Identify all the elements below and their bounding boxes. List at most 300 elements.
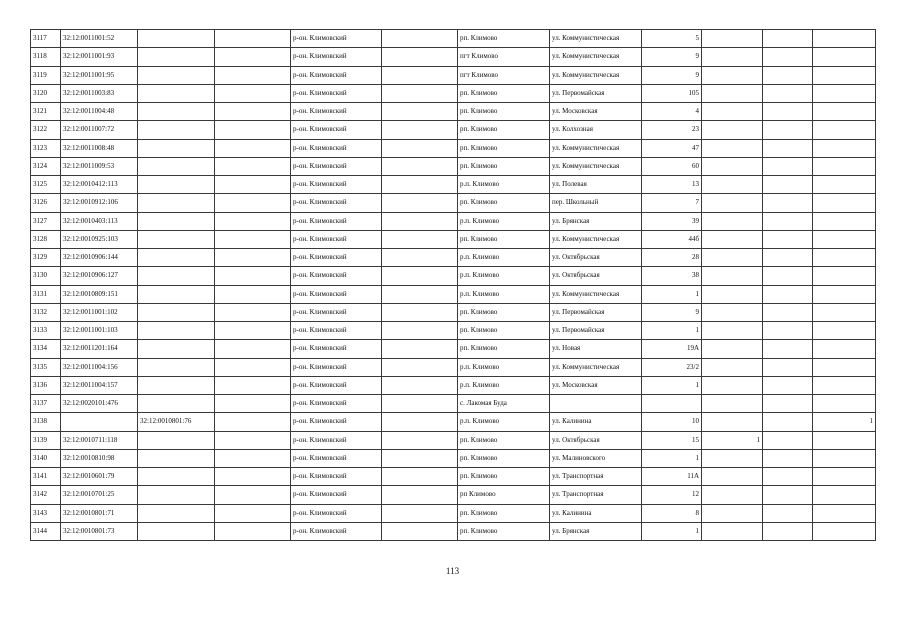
cadastral-number-alt-cell — [138, 48, 215, 66]
blank-cell — [215, 48, 291, 66]
street-cell: ул. Коммунистическая — [550, 30, 642, 48]
extra-cell — [763, 303, 813, 321]
settlement-cell: рп. Климово — [458, 84, 550, 102]
row-number-cell: 3137 — [31, 395, 61, 413]
cadastral-number-alt-cell — [138, 285, 215, 303]
extra-cell — [813, 395, 876, 413]
extra-cell — [763, 504, 813, 522]
extra-cell — [702, 468, 763, 486]
extra-cell — [763, 249, 813, 267]
blank-cell — [382, 395, 458, 413]
table-row — [31, 376, 876, 394]
extra-cell — [813, 267, 876, 285]
street-cell: ул. Колхозная — [550, 121, 642, 139]
house-number-cell: 60 — [642, 157, 702, 175]
blank-cell — [215, 303, 291, 321]
house-number-cell: 12 — [642, 486, 702, 504]
table-row — [31, 103, 876, 121]
extra-cell — [763, 468, 813, 486]
extra-cell — [702, 522, 763, 540]
extra-cell — [813, 157, 876, 175]
cadastral-number-cell: 32:12:0011201:164 — [61, 340, 138, 358]
blank-cell — [382, 230, 458, 248]
cadastral-number-alt-cell — [138, 395, 215, 413]
table-row — [31, 303, 876, 321]
extra-cell — [763, 230, 813, 248]
cadastral-number-cell: 32:12:0011004:157 — [61, 376, 138, 394]
blank-cell — [215, 121, 291, 139]
cadastral-number-cell: 32:12:0010801:73 — [61, 522, 138, 540]
table-body — [31, 30, 876, 541]
blank-cell — [215, 376, 291, 394]
house-number-cell: 23/2 — [642, 358, 702, 376]
house-number-cell: 1 — [642, 285, 702, 303]
blank-cell — [382, 176, 458, 194]
house-number-cell: 28 — [642, 249, 702, 267]
extra-cell: 1 — [702, 431, 763, 449]
settlement-cell: рп. Климово — [458, 504, 550, 522]
cadastral-number-alt-cell — [138, 267, 215, 285]
street-cell: ул. Коммунистическая — [550, 230, 642, 248]
blank-cell — [215, 468, 291, 486]
blank-cell — [382, 322, 458, 340]
blank-cell — [382, 449, 458, 467]
extra-cell — [702, 303, 763, 321]
blank-cell — [382, 66, 458, 84]
extra-cell — [702, 194, 763, 212]
house-number-cell: 7 — [642, 194, 702, 212]
extra-cell — [702, 249, 763, 267]
blank-cell — [382, 84, 458, 102]
house-number-cell: 1 — [642, 449, 702, 467]
settlement-cell: р.п. Климово — [458, 285, 550, 303]
cadastral-number-cell: 32:12:0010701:25 — [61, 486, 138, 504]
district-cell: р-он. Климовский — [291, 176, 382, 194]
extra-cell — [813, 376, 876, 394]
settlement-cell: р.п. Климово — [458, 212, 550, 230]
street-cell: ул. Московская — [550, 103, 642, 121]
house-number-cell: 23 — [642, 121, 702, 139]
cadastral-number-cell: 32:12:0011001:103 — [61, 322, 138, 340]
house-number-cell: 1 — [642, 322, 702, 340]
extra-cell — [763, 66, 813, 84]
district-cell: р-он. Климовский — [291, 395, 382, 413]
cadastral-number-alt-cell — [138, 522, 215, 540]
cadastral-number-alt-cell — [138, 157, 215, 175]
settlement-cell: р.п. Климово — [458, 267, 550, 285]
table-row — [31, 486, 876, 504]
district-cell: р-он. Климовский — [291, 230, 382, 248]
district-cell: р-он. Климовский — [291, 322, 382, 340]
row-number-cell: 3138 — [31, 413, 61, 431]
extra-cell — [763, 395, 813, 413]
cadastral-number-cell: 32:12:0010912:106 — [61, 194, 138, 212]
extra-cell — [702, 358, 763, 376]
district-cell: р-он. Климовский — [291, 48, 382, 66]
street-cell: ул. Коммунистическая — [550, 48, 642, 66]
district-cell: р-он. Климовский — [291, 340, 382, 358]
blank-cell — [215, 431, 291, 449]
extra-cell — [813, 449, 876, 467]
district-cell: р-он. Климовский — [291, 486, 382, 504]
extra-cell — [763, 194, 813, 212]
table-row — [31, 48, 876, 66]
cadastral-number-alt-cell — [138, 103, 215, 121]
settlement-cell: рп. Климово — [458, 340, 550, 358]
table-row — [31, 395, 876, 413]
blank-cell — [382, 468, 458, 486]
row-number-cell: 3124 — [31, 157, 61, 175]
cadastral-number-cell: 32:12:0011001:102 — [61, 303, 138, 321]
table-row — [31, 157, 876, 175]
district-cell: р-он. Климовский — [291, 84, 382, 102]
cadastral-number-cell: 32:12:0011001:95 — [61, 66, 138, 84]
extra-cell — [763, 139, 813, 157]
extra-cell — [813, 504, 876, 522]
cadastral-number-cell: 32:12:0011007:72 — [61, 121, 138, 139]
table-row — [31, 84, 876, 102]
house-number-cell: 13 — [642, 176, 702, 194]
extra-cell — [702, 376, 763, 394]
extra-cell — [813, 194, 876, 212]
street-cell: ул. Коммунистическая — [550, 157, 642, 175]
extra-cell — [763, 48, 813, 66]
cadastral-number-cell: 32:12:0010801:71 — [61, 504, 138, 522]
district-cell: р-он. Климовский — [291, 522, 382, 540]
house-number-cell: 38 — [642, 267, 702, 285]
street-cell: ул. Коммунистическая — [550, 139, 642, 157]
house-number-cell: 8 — [642, 504, 702, 522]
blank-cell — [382, 522, 458, 540]
extra-cell — [813, 340, 876, 358]
district-cell: р-он. Климовский — [291, 249, 382, 267]
extra-cell — [763, 30, 813, 48]
cadastral-number-alt-cell — [138, 249, 215, 267]
street-cell: ул. Первомайская — [550, 84, 642, 102]
settlement-cell: рп. Климово — [458, 522, 550, 540]
blank-cell — [215, 358, 291, 376]
extra-cell — [813, 103, 876, 121]
extra-cell — [813, 176, 876, 194]
cadastral-number-alt-cell — [138, 30, 215, 48]
extra-cell — [702, 103, 763, 121]
table-row — [31, 322, 876, 340]
cadastral-number-alt-cell — [138, 340, 215, 358]
cadastral-number-alt-cell — [138, 449, 215, 467]
settlement-cell: рп. Климово — [458, 30, 550, 48]
extra-cell — [702, 340, 763, 358]
extra-cell — [763, 84, 813, 102]
street-cell: ул. Транспортная — [550, 486, 642, 504]
settlement-cell: рп. Климово — [458, 194, 550, 212]
house-number-cell: 9 — [642, 66, 702, 84]
extra-cell — [763, 157, 813, 175]
extra-cell — [813, 522, 876, 540]
district-cell: р-он. Климовский — [291, 103, 382, 121]
table-row — [31, 30, 876, 48]
district-cell: р-он. Климовский — [291, 212, 382, 230]
house-number-cell: 10 — [642, 413, 702, 431]
row-number-cell: 3126 — [31, 194, 61, 212]
blank-cell — [215, 84, 291, 102]
table-row — [31, 431, 876, 449]
extra-cell — [702, 285, 763, 303]
row-number-cell: 3127 — [31, 212, 61, 230]
cadastral-number-cell: 32:12:0011004:48 — [61, 103, 138, 121]
district-cell: р-он. Климовский — [291, 376, 382, 394]
page-number: 113 — [445, 566, 460, 576]
blank-cell — [215, 449, 291, 467]
extra-cell — [702, 486, 763, 504]
blank-cell — [382, 303, 458, 321]
cadastral-number-cell: 32:12:0011003:83 — [61, 84, 138, 102]
extra-cell — [763, 486, 813, 504]
table-row — [31, 413, 876, 431]
row-number-cell: 3139 — [31, 431, 61, 449]
extra-cell — [813, 30, 876, 48]
settlement-cell: рп. Климово — [458, 139, 550, 157]
cadastral-number-alt-cell — [138, 431, 215, 449]
blank-cell — [215, 212, 291, 230]
extra-cell — [813, 212, 876, 230]
blank-cell — [215, 504, 291, 522]
extra-cell: 1 — [813, 413, 876, 431]
row-number-cell: 3143 — [31, 504, 61, 522]
extra-cell — [763, 121, 813, 139]
blank-cell — [215, 194, 291, 212]
extra-cell — [763, 267, 813, 285]
row-number-cell: 3133 — [31, 322, 61, 340]
street-cell: ул. Малиновского — [550, 449, 642, 467]
extra-cell — [763, 285, 813, 303]
table-row — [31, 139, 876, 157]
blank-cell — [382, 358, 458, 376]
extra-cell — [702, 322, 763, 340]
blank-cell — [215, 230, 291, 248]
house-number-cell: 5 — [642, 30, 702, 48]
street-cell: ул. Калинина — [550, 504, 642, 522]
row-number-cell: 3130 — [31, 267, 61, 285]
street-cell: ул. Московская — [550, 376, 642, 394]
register-table — [30, 29, 876, 541]
extra-cell — [702, 267, 763, 285]
settlement-cell: рп. Климово — [458, 322, 550, 340]
street-cell: ул. Октябрьская — [550, 267, 642, 285]
row-number-cell: 3120 — [31, 84, 61, 102]
extra-cell — [813, 285, 876, 303]
street-cell: ул. Брянская — [550, 212, 642, 230]
cadastral-number-cell: 32:12:0010925:103 — [61, 230, 138, 248]
cadastral-number-cell: 32:12:0011001:93 — [61, 48, 138, 66]
row-number-cell: 3122 — [31, 121, 61, 139]
house-number-cell: 15 — [642, 431, 702, 449]
blank-cell — [382, 285, 458, 303]
settlement-cell: р.п. Климово — [458, 176, 550, 194]
street-cell: ул. Первомайская — [550, 322, 642, 340]
table-row — [31, 468, 876, 486]
table-row — [31, 358, 876, 376]
blank-cell — [215, 395, 291, 413]
cadastral-number-cell: 32:12:0011001:52 — [61, 30, 138, 48]
settlement-cell: р.п. Климово — [458, 249, 550, 267]
settlement-cell: с. Лакомая Буда — [458, 395, 550, 413]
blank-cell — [382, 486, 458, 504]
blank-cell — [215, 176, 291, 194]
row-number-cell: 3123 — [31, 139, 61, 157]
cadastral-number-cell: 32:12:0010906:127 — [61, 267, 138, 285]
blank-cell — [382, 48, 458, 66]
extra-cell — [813, 358, 876, 376]
house-number-cell: 105 — [642, 84, 702, 102]
settlement-cell: рп. Климово — [458, 431, 550, 449]
district-cell: р-он. Климовский — [291, 468, 382, 486]
blank-cell — [382, 431, 458, 449]
table-row — [31, 285, 876, 303]
blank-cell — [382, 212, 458, 230]
cadastral-number-alt-cell — [138, 121, 215, 139]
district-cell: р-он. Климовский — [291, 30, 382, 48]
cadastral-number-cell — [61, 413, 138, 431]
house-number-cell: 4 — [642, 103, 702, 121]
settlement-cell: пгт Климово — [458, 48, 550, 66]
district-cell: р-он. Климовский — [291, 66, 382, 84]
blank-cell — [215, 413, 291, 431]
cadastral-number-alt-cell — [138, 358, 215, 376]
extra-cell — [702, 84, 763, 102]
district-cell: р-он. Климовский — [291, 194, 382, 212]
table-row — [31, 522, 876, 540]
cadastral-number-alt-cell — [138, 486, 215, 504]
district-cell: р-он. Климовский — [291, 431, 382, 449]
house-number-cell: 19А — [642, 340, 702, 358]
table-row — [31, 267, 876, 285]
blank-cell — [382, 157, 458, 175]
cadastral-number-alt-cell — [138, 504, 215, 522]
cadastral-number-alt-cell — [138, 139, 215, 157]
row-number-cell: 3142 — [31, 486, 61, 504]
cadastral-number-cell: 32:12:0011004:156 — [61, 358, 138, 376]
extra-cell — [702, 212, 763, 230]
row-number-cell: 3119 — [31, 66, 61, 84]
cadastral-number-alt-cell — [138, 84, 215, 102]
blank-cell — [382, 340, 458, 358]
cadastral-number-alt-cell — [138, 176, 215, 194]
district-cell: р-он. Климовский — [291, 285, 382, 303]
settlement-cell: р.п. Климово — [458, 376, 550, 394]
row-number-cell: 3117 — [31, 30, 61, 48]
house-number-cell: 44б — [642, 230, 702, 248]
table-row — [31, 340, 876, 358]
district-cell: р-он. Климовский — [291, 504, 382, 522]
cadastral-number-cell: 32:12:0010906:144 — [61, 249, 138, 267]
extra-cell — [763, 212, 813, 230]
cadastral-number-cell: 32:12:0010403:113 — [61, 212, 138, 230]
street-cell: ул. Октябрьская — [550, 249, 642, 267]
settlement-cell: пгт Климово — [458, 66, 550, 84]
extra-cell — [763, 176, 813, 194]
house-number-cell: 1 — [642, 522, 702, 540]
extra-cell — [763, 522, 813, 540]
table-row — [31, 194, 876, 212]
cadastral-number-cell: 32:12:0010711:118 — [61, 431, 138, 449]
extra-cell — [763, 340, 813, 358]
extra-cell — [813, 139, 876, 157]
street-cell: ул. Новая — [550, 340, 642, 358]
extra-cell — [813, 468, 876, 486]
extra-cell — [702, 30, 763, 48]
blank-cell — [215, 249, 291, 267]
street-cell: ул. Брянская — [550, 522, 642, 540]
row-number-cell: 3135 — [31, 358, 61, 376]
extra-cell — [702, 449, 763, 467]
blank-cell — [215, 486, 291, 504]
row-number-cell: 3134 — [31, 340, 61, 358]
blank-cell — [382, 30, 458, 48]
extra-cell — [702, 413, 763, 431]
cadastral-number-alt-cell — [138, 468, 215, 486]
cadastral-number-alt-cell: 32:12:0010801:76 — [138, 413, 215, 431]
settlement-cell: рп. Климово — [458, 303, 550, 321]
row-number-cell: 3118 — [31, 48, 61, 66]
settlement-cell: рп. Климово — [458, 103, 550, 121]
cadastral-number-alt-cell — [138, 194, 215, 212]
row-number-cell: 3140 — [31, 449, 61, 467]
row-number-cell: 3136 — [31, 376, 61, 394]
blank-cell — [382, 267, 458, 285]
cadastral-number-cell: 32:12:0010810:98 — [61, 449, 138, 467]
street-cell: ул. Транспортная — [550, 468, 642, 486]
row-number-cell: 3144 — [31, 522, 61, 540]
blank-cell — [382, 194, 458, 212]
row-number-cell: 3128 — [31, 230, 61, 248]
street-cell: ул. Коммунистическая — [550, 285, 642, 303]
blank-cell — [382, 376, 458, 394]
cadastral-number-cell: 32:12:0011009:53 — [61, 157, 138, 175]
settlement-cell: рп. Климово — [458, 157, 550, 175]
extra-cell — [702, 395, 763, 413]
blank-cell — [382, 249, 458, 267]
extra-cell — [813, 230, 876, 248]
cadastral-number-alt-cell — [138, 212, 215, 230]
row-number-cell: 3121 — [31, 103, 61, 121]
street-cell: ул. Коммунистическая — [550, 66, 642, 84]
settlement-cell: р.п. Климово — [458, 358, 550, 376]
cadastral-number-alt-cell — [138, 230, 215, 248]
row-number-cell: 3131 — [31, 285, 61, 303]
blank-cell — [382, 121, 458, 139]
cadastral-number-cell: 32:12:0010412:113 — [61, 176, 138, 194]
blank-cell — [215, 285, 291, 303]
extra-cell — [763, 449, 813, 467]
district-cell: р-он. Климовский — [291, 303, 382, 321]
table-row — [31, 121, 876, 139]
extra-cell — [763, 358, 813, 376]
extra-cell — [813, 431, 876, 449]
street-cell — [550, 395, 642, 413]
district-cell: р-он. Климовский — [291, 413, 382, 431]
street-cell: ул. Калинина — [550, 413, 642, 431]
extra-cell — [702, 48, 763, 66]
settlement-cell: рп. Климово — [458, 230, 550, 248]
cadastral-number-cell: 32:12:0010601:79 — [61, 468, 138, 486]
house-number-cell: 9 — [642, 48, 702, 66]
extra-cell — [702, 121, 763, 139]
blank-cell — [382, 504, 458, 522]
blank-cell — [215, 103, 291, 121]
extra-cell — [813, 121, 876, 139]
district-cell: р-он. Климовский — [291, 121, 382, 139]
extra-cell — [813, 303, 876, 321]
